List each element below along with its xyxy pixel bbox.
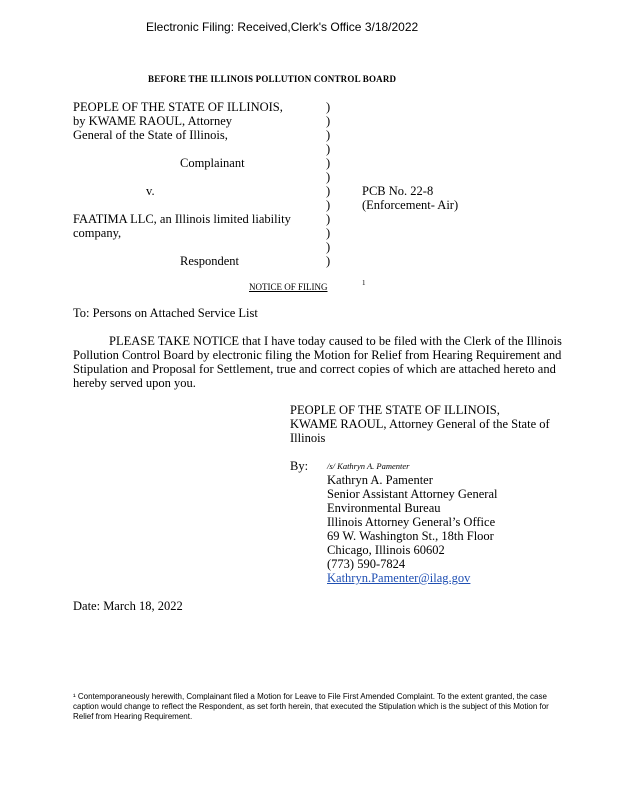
respondent-party-line-2: company, <box>73 226 122 240</box>
caption-paren: ) <box>326 226 331 240</box>
complainant-party-line-3: General of the State of Illinois, <box>73 128 228 142</box>
board-title: BEFORE THE ILLINOIS POLLUTION CONTROL BOARD <box>148 74 397 84</box>
caption-paren: ) <box>326 240 331 254</box>
caption-paren: ) <box>326 128 331 142</box>
attorney-office: Illinois Attorney General’s Office <box>327 515 496 529</box>
footnote-marker: 1 <box>362 279 366 287</box>
body-paragraph-line-3: Stipulation and Proposal for Settlement, true and correct copies of which are attached hereto and <box>73 362 556 376</box>
body-paragraph-line-2: Pollution Control Board by electronic filing the Motion for Relief from Hearing Requirement and <box>73 348 562 362</box>
attorney-phone: (773) 590-7824 <box>327 557 406 571</box>
versus-label: v. <box>146 184 155 198</box>
footnote-text: ¹ Contemporaneously herewith, Complainant filed a Motion for Leave to File First Amended Complaint. To the extent granted, the case caption would change to reflect the Respondent, as set forth herein, that executed the Stipulation which is the subject of this Motion for Relief from Hearing Requirement. <box>73 692 549 721</box>
attorney-city: Chicago, Illinois 60602 <box>327 543 445 557</box>
notice-of-filing-title: NOTICE OF FILING <box>249 282 328 292</box>
caption-paren: ) <box>326 100 331 114</box>
respondent-party-line-1: FAATIMA LLC, an Illinois limited liability <box>73 212 291 226</box>
electronic-filing-stamp: Electronic Filing: Received,Clerk's Office 3/18/2022 <box>146 20 419 34</box>
attorney-title: Senior Assistant Attorney General <box>327 487 498 501</box>
caption-paren: ) <box>326 254 331 268</box>
caption-paren: ) <box>326 156 331 170</box>
case-number: PCB No. 22-8 <box>362 184 434 198</box>
complainant-party-line-1: PEOPLE OF THE STATE OF ILLINOIS, <box>73 100 283 114</box>
caption-paren: ) <box>326 184 331 198</box>
date-line: Date: March 18, 2022 <box>73 599 183 613</box>
attorney-bureau: Environmental Bureau <box>327 501 441 515</box>
signature-party-line-1: PEOPLE OF THE STATE OF ILLINOIS, <box>290 403 500 417</box>
caption-paren: ) <box>326 114 331 128</box>
caption-paren: ) <box>326 142 331 156</box>
caption-paren: ) <box>326 170 331 184</box>
body-paragraph-line-4: hereby served upon you. <box>73 376 196 390</box>
caption-paren: ) <box>326 212 331 226</box>
attorney-street: 69 W. Washington St., 18th Floor <box>327 529 494 543</box>
to-line: To: Persons on Attached Service List <box>73 306 258 320</box>
electronic-signature: /s/ Kathryn A. Pamenter <box>327 461 410 471</box>
caption-paren: ) <box>326 198 331 212</box>
body-paragraph-line-1: PLEASE TAKE NOTICE that I have today caused to be filed with the Clerk of the Illinois <box>109 334 562 348</box>
by-label: By: <box>290 459 309 473</box>
complainant-label: Complainant <box>180 156 245 170</box>
case-type: (Enforcement- Air) <box>362 198 459 212</box>
signature-party-line-2: KWAME RAOUL, Attorney General of the State of <box>290 417 550 431</box>
respondent-label: Respondent <box>180 254 240 268</box>
complainant-party-line-2: by KWAME RAOUL, Attorney <box>73 114 233 128</box>
signature-party-line-3: Illinois <box>290 431 326 445</box>
attorney-name: Kathryn A. Pamenter <box>327 473 433 487</box>
attorney-email-link[interactable]: Kathryn.Pamenter@ilag.gov <box>327 571 471 585</box>
